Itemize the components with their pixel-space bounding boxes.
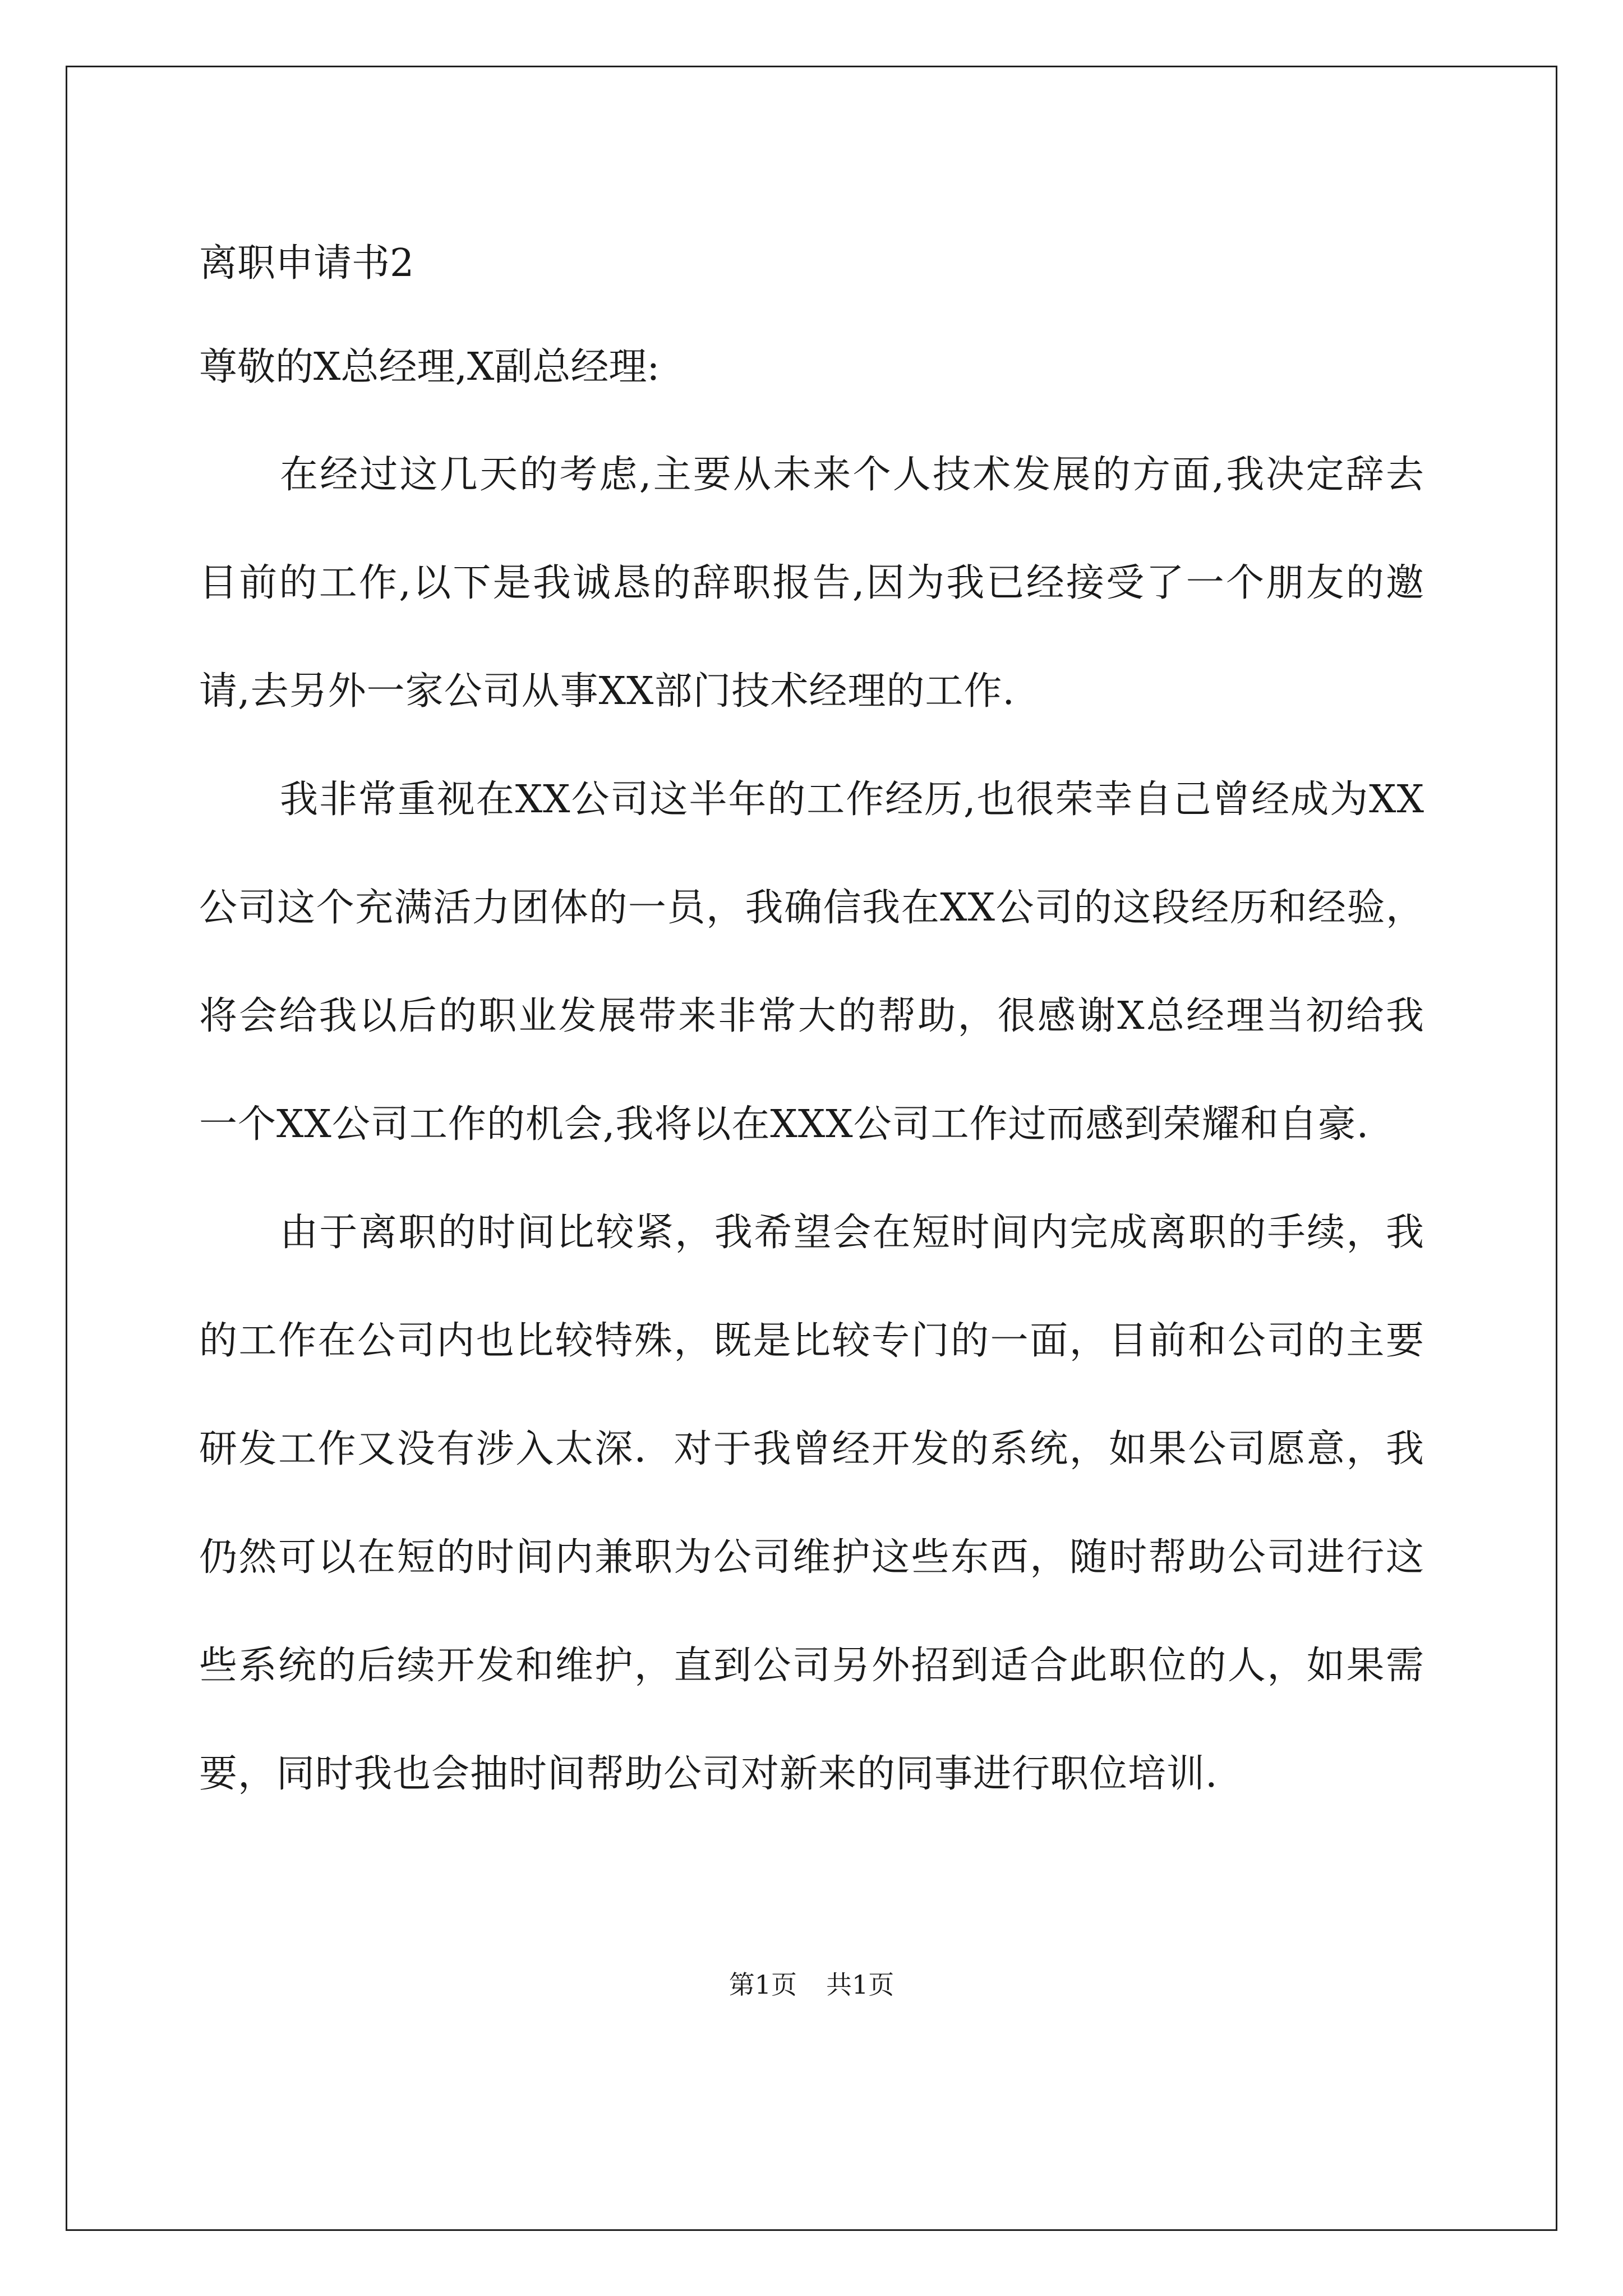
page-number-total: 共1页 (826, 1970, 895, 2000)
document-body (199, 213, 1424, 1828)
page-footer (0, 1968, 1623, 2001)
document-title: 离职申请书2 (199, 241, 414, 286)
paragraph-2: 我非常重视在XX公司这半年的工作经历,也很荣幸自己曾经成为XX公司这个充满活力团体的一员，我确信我在XX公司的这段经历和经验，将会给我以后的职业发展带来非常大的帮助，很感谢X总经理当初给我一个XX公司工作的机会,我将以在XXX公司工作过而感到荣耀和自豪. (199, 777, 1424, 1147)
paragraph-1: 在经过这几天的考虑,主要从未来个人技术发展的方面,我决定辞去目前的工作,以下是我诚恳的辞职报告,因为我已经接受了一个朋友的邀请,去另外一家公司从事XX部门技术经理的工作. (199, 453, 1424, 714)
paragraph-3: 由于离职的时间比较紧，我希望会在短时间内完成离职的手续，我的工作在公司内也比较特殊，既是比较专门的一面，目前和公司的主要研发工作又没有涉入太深．对于我曾经开发的系统，如果公司愿意，我仍然可以在短的时间内兼职为公司维护这些东西，随时帮助公司进行这些系统的后续开发和维护，直到公司另外招到适合此职位的人，如果需要，同时我也会抽时间帮助公司对新来的同事进行职位培训. (199, 1211, 1424, 1796)
page-number-current: 第1页 (728, 1970, 797, 2000)
salutation: 尊敬的X总经理,X副总经理: (199, 345, 660, 389)
